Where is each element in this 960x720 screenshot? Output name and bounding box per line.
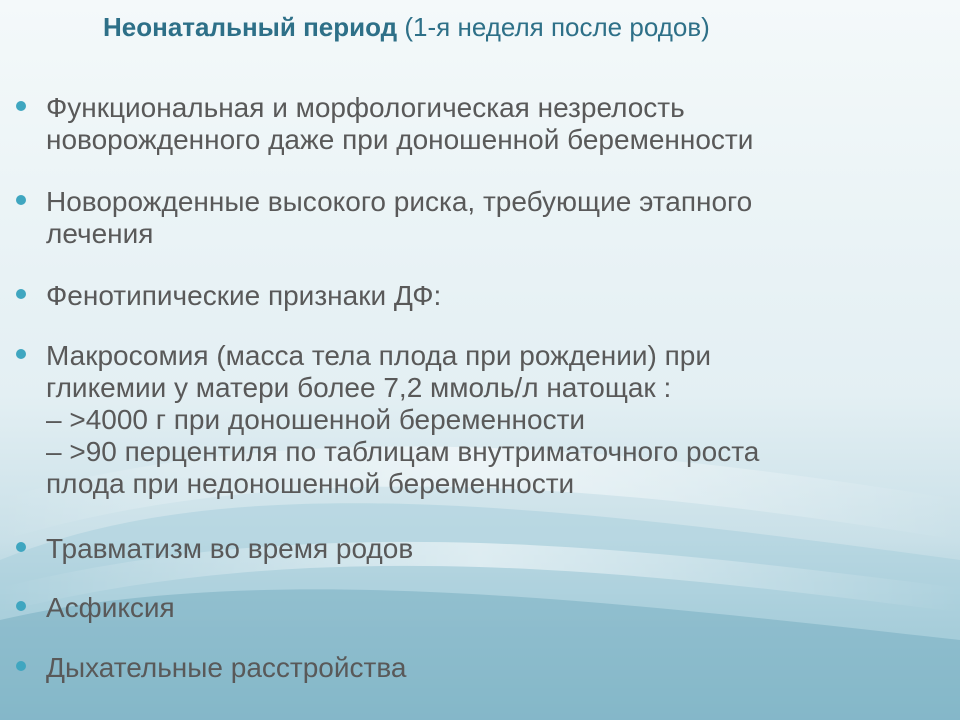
bullet-text: Функциональная и морфологическая незрелость новорожденного даже при доношенной беременности — [46, 92, 754, 155]
bullet-text: Дыхательные расстройства — [46, 652, 407, 683]
bullet-dot-icon — [16, 195, 26, 205]
bullet-item — [46, 186, 946, 250]
bullet-dot-icon — [16, 601, 26, 611]
subtitle-bold: Неонатальный период — [103, 12, 398, 42]
bullet-item — [46, 533, 946, 565]
bullet-item — [46, 280, 946, 312]
bullet-dot-icon — [16, 101, 26, 111]
bullet-dot-icon — [16, 289, 26, 299]
bullet-text: Фенотипические признаки ДФ: — [46, 280, 442, 311]
bullet-text: Макросомия (масса тела плода при рождении) при гликемии у матери более 7,2 ммоль/л натощак : – >4000 г при доношенной беременности – >90 перцентиля по таблицам внутриматочного роста плода при недоношенной беременности — [46, 340, 760, 499]
bullet-item — [46, 92, 946, 156]
subtitle-rest: (1-я неделя после родов) — [397, 12, 710, 42]
bullet-item — [46, 592, 946, 624]
bullet-text: Травматизм во время родов — [46, 533, 414, 564]
bullet-item — [46, 340, 946, 500]
bullet-text: Новорожденные высокого риска, требующие этапного лечения — [46, 186, 753, 249]
bullet-item — [46, 652, 946, 684]
bullet-dot-icon — [16, 542, 26, 552]
bullet-dot-icon — [16, 349, 26, 359]
bullet-text: Асфиксия — [46, 592, 175, 623]
bullet-dot-icon — [16, 661, 26, 671]
